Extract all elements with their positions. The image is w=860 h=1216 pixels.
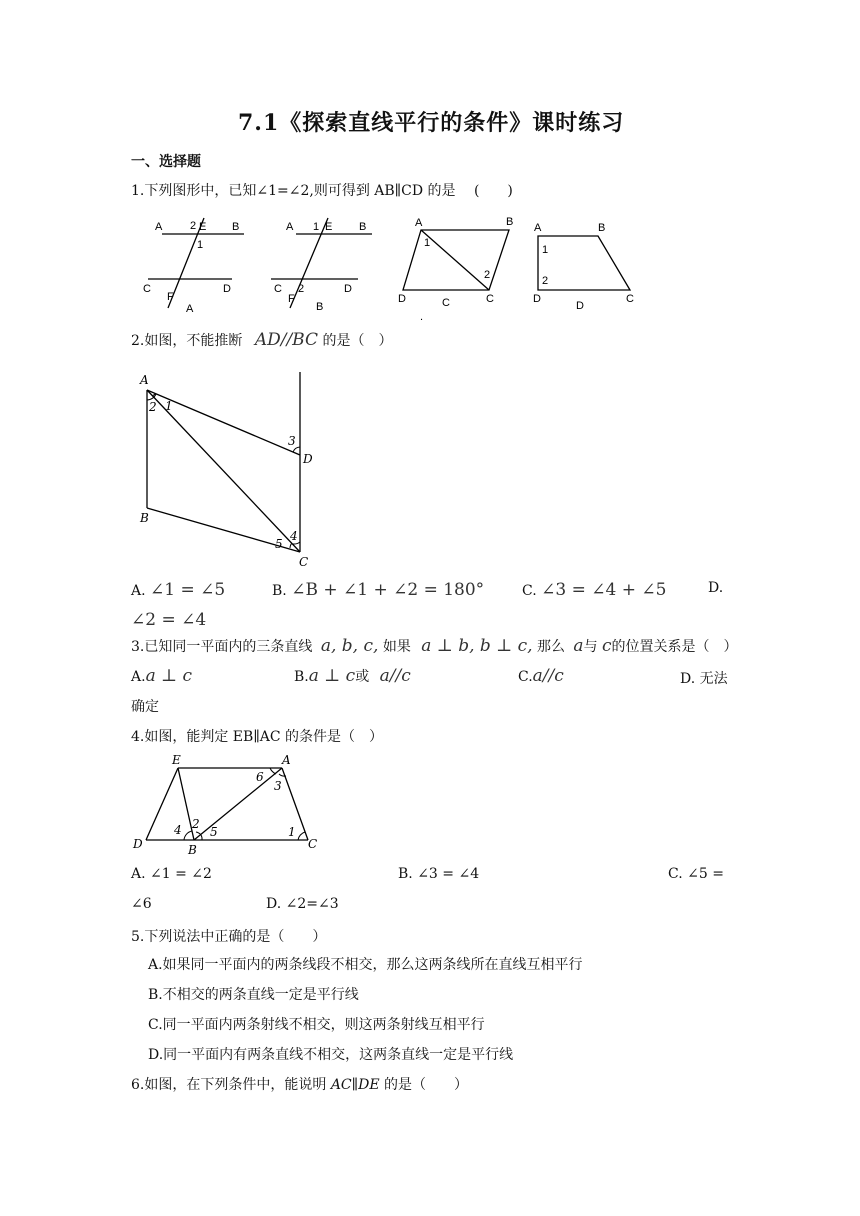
q4-label-a: A	[282, 753, 291, 767]
fig3-label-d: D	[398, 293, 406, 305]
q4-label-b: B	[188, 843, 197, 857]
q3-option-d-cont: 确定	[131, 699, 159, 715]
q3-option-b-math-2: a//c	[379, 666, 411, 686]
q3-option-a-label: A.	[131, 669, 146, 685]
q3-option-b[interactable]	[294, 666, 411, 686]
fig3-label-b: B	[506, 216, 514, 228]
fig1-label-c: C	[143, 283, 151, 295]
fig2-label-a: A	[286, 221, 294, 233]
q2-option-a-label: A.	[131, 583, 146, 599]
question-3-text-c: 那么	[536, 639, 565, 655]
question-2-math: AD//BC	[254, 330, 318, 350]
fig3-label-c2: C	[442, 297, 450, 309]
question-1-paren: ( )	[473, 183, 513, 199]
fig4-label-c: C	[626, 293, 634, 305]
q4-label-5: 5	[210, 825, 218, 839]
q2-label-2: 2	[149, 400, 157, 414]
fig3-dot-mark: .	[420, 311, 424, 323]
q2-label-d: D	[303, 452, 313, 466]
question-4: 4.如图，能判定 EB∥AC 的条件是（ ）	[131, 729, 384, 745]
question-6-text-a: 6.如图，在下列条件中，能说明	[131, 1077, 327, 1093]
q4-option-b[interactable]: B. ∠3 = ∠4	[398, 866, 480, 882]
q5-option-b[interactable]: B.不相交的两条直线一定是平行线	[148, 987, 359, 1003]
fig2-label-d: D	[344, 283, 352, 295]
q1-figure-1	[140, 208, 250, 318]
question-2-text-a: 2.如图，不能推断	[131, 333, 243, 349]
q2-option-c-label: C.	[522, 583, 537, 599]
q2-figure	[135, 370, 325, 570]
q2-label-b: B	[140, 511, 149, 525]
q3-option-c[interactable]	[518, 666, 564, 686]
q4-figure	[130, 752, 330, 857]
question-3-text-a: 3.已知同一平面内的三条直线	[131, 639, 313, 655]
q2-option-c[interactable]	[522, 580, 666, 600]
q4-option-d[interactable]: D. ∠2=∠3	[266, 896, 339, 912]
fig3-label-1: 1	[424, 237, 431, 249]
fig4-label-2: 2	[542, 275, 549, 287]
fig4-label-1: 1	[542, 244, 549, 256]
q2-label-4: 4	[290, 529, 298, 543]
question-5: 5.下列说法中正确的是（ ）	[131, 929, 327, 945]
q4-label-e: E	[172, 753, 181, 767]
q4-label-d: D	[133, 837, 143, 851]
q5-option-d[interactable]: D.同一平面内有两条直线不相交，这两条直线一定是平行线	[148, 1047, 514, 1063]
fig4-label-a: A	[534, 222, 542, 234]
q3-option-c-math: a//c	[532, 666, 564, 686]
q4-label-3: 3	[274, 779, 282, 793]
q3-option-d-label: D. 无法	[680, 671, 728, 687]
page-title: 7.1《探索直线平行的条件》课时练习	[238, 110, 625, 136]
q3-option-a[interactable]	[131, 666, 192, 686]
fig2-label-1: 1	[313, 221, 320, 233]
q3-option-b-math: a ⊥ c	[308, 666, 356, 686]
question-3-text-b: 如果	[382, 639, 411, 655]
question-6-text-b: 的是（ ）	[384, 1077, 468, 1093]
q2-option-a-math: ∠1 = ∠5	[150, 580, 226, 600]
q2-option-d[interactable]	[131, 610, 206, 630]
fig2-label-e: E	[325, 221, 333, 233]
fig2-label-c: C	[274, 283, 282, 295]
fig1-label-a2: A	[186, 303, 194, 315]
q1-figure-4	[530, 218, 640, 318]
q4-label-1: 1	[288, 825, 296, 839]
fig1-label-d: D	[223, 283, 231, 295]
question-3-text-e: 的位置关系是（ ）	[611, 639, 738, 655]
question-3	[131, 636, 738, 656]
q4-label-4: 4	[174, 823, 182, 837]
q2-option-d-label: D.	[708, 580, 724, 596]
question-3-math-4: c	[602, 636, 612, 656]
q3-option-b-or: 或	[355, 669, 370, 685]
q2-label-1: 1	[165, 399, 173, 413]
q2-option-d-math: ∠2 = ∠4	[131, 610, 207, 630]
q4-option-c-cont: ∠6	[131, 896, 152, 912]
question-2-text-b: 的是（ ）	[322, 333, 393, 349]
q2-option-b[interactable]	[272, 580, 484, 600]
question-6-math: AC∥DE	[330, 1077, 380, 1093]
q3-option-b-label: B.	[294, 669, 309, 685]
q2-option-a[interactable]	[131, 580, 225, 600]
q4-label-c: C	[308, 837, 318, 851]
q1-figure-3	[395, 212, 525, 322]
fig3-label-c: C	[486, 293, 494, 305]
fig1-label-1: 1	[197, 239, 204, 251]
q4-label-6: 6	[256, 770, 264, 784]
q2-option-d-label-wrap[interactable]	[708, 580, 723, 596]
fig3-label-2: 2	[484, 269, 491, 281]
fig1-label-e: E	[199, 221, 207, 233]
question-2	[131, 330, 392, 350]
question-1	[131, 180, 513, 200]
q2-label-5: 5	[275, 537, 283, 551]
q3-option-c-label: C.	[518, 669, 533, 685]
q5-option-a[interactable]: A.如果同一平面内的两条线段不相交，那么这两条线所在直线互相平行	[148, 957, 583, 973]
fig1-label-b: B	[232, 221, 240, 233]
fig4-label-b: B	[598, 222, 606, 234]
fig3-label-a: A	[415, 217, 423, 229]
fig2-label-f: F	[288, 293, 295, 305]
q1-figure-2	[268, 208, 378, 318]
section-heading: 一、选择题	[131, 154, 201, 170]
q4-option-c[interactable]: C. ∠5 =	[668, 866, 724, 882]
q2-label-3: 3	[288, 434, 296, 448]
q5-option-c[interactable]: C.同一平面内两条射线不相交，则这两条射线互相平行	[148, 1017, 485, 1033]
fig4-label-d2: D	[576, 300, 584, 312]
fig2-label-b: B	[359, 221, 367, 233]
question-3-math-1: a, b, c,	[320, 636, 379, 656]
question-3-math-3: a	[573, 636, 584, 656]
q2-option-c-math: ∠3 = ∠4 + ∠5	[541, 580, 667, 600]
question-3-math-2: a ⊥ b, b ⊥ c,	[421, 636, 533, 656]
fig1-label-2: 2	[190, 220, 197, 232]
q2-option-b-math: ∠B + ∠1 + ∠2 = 180°	[291, 580, 485, 600]
question-6	[131, 1074, 468, 1094]
fig1-label-f: F	[167, 291, 174, 303]
q2-label-a: A	[140, 373, 149, 387]
fig1-label-a: A	[155, 221, 163, 233]
q4-option-a[interactable]: A. ∠1 = ∠2	[131, 866, 212, 882]
q3-option-a-math: a ⊥ c	[145, 666, 193, 686]
question-1-text: 1.下列图形中，已知∠1=∠2,则可得到 AB∥CD 的是	[131, 183, 456, 199]
q2-option-b-label: B.	[272, 583, 287, 599]
q3-option-d[interactable]	[680, 668, 728, 688]
q4-label-2: 2	[192, 817, 200, 831]
fig2-label-2: 2	[298, 283, 305, 295]
q2-label-c: C	[299, 555, 309, 569]
question-3-text-d: 与	[583, 639, 598, 655]
fig2-label-b2: B	[316, 301, 324, 313]
fig4-label-d: D	[533, 293, 541, 305]
